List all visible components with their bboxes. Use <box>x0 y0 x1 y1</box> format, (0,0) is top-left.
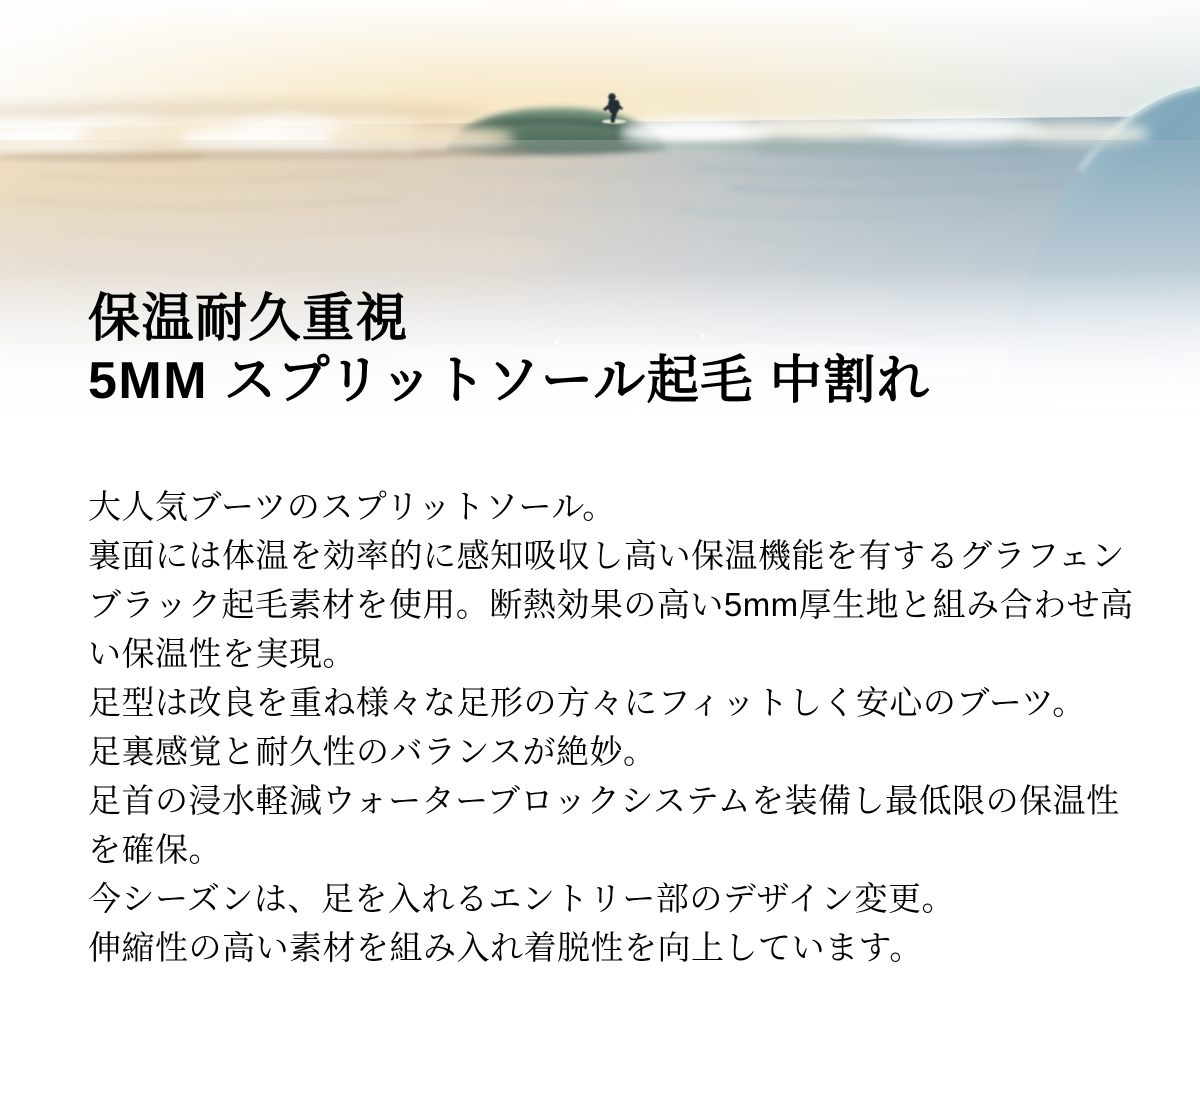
title-line-2: 5MM スプリットソール起毛 中割れ <box>88 352 931 410</box>
description-line: 足型は改良を重ね様々な足形の方々にフィットしく安心のブーツ。 <box>88 684 1086 721</box>
title-line-1: 保温耐久重視 <box>88 290 410 348</box>
page-title <box>88 288 1130 412</box>
product-description <box>88 482 1134 972</box>
description-line: 伸縮性の高い素材を組み入れ着脱性を向上しています。 <box>88 929 923 966</box>
description-line: 裏面には体温を効率的に感知吸収し高い保温機能を有するグラフェン <box>88 537 1125 574</box>
description-line: 足首の浸水軽減ウォーターブロックシステムを装備し最低限の保温性 <box>88 782 1120 819</box>
description-line: 今シーズンは、足を入れるエントリー部のデザイン変更。 <box>88 880 956 917</box>
description-line: い保温性を実現。 <box>88 635 356 672</box>
description-line: 大人気ブーツのスプリットソール。 <box>88 488 616 525</box>
description-line: 足裏感覚と耐久性のバランスが絶妙。 <box>88 733 657 770</box>
description-line: ブラック起毛素材を使用。断熱効果の高い5mm厚生地と組み合わせ高 <box>88 586 1134 623</box>
description-line: を確保。 <box>88 831 222 868</box>
